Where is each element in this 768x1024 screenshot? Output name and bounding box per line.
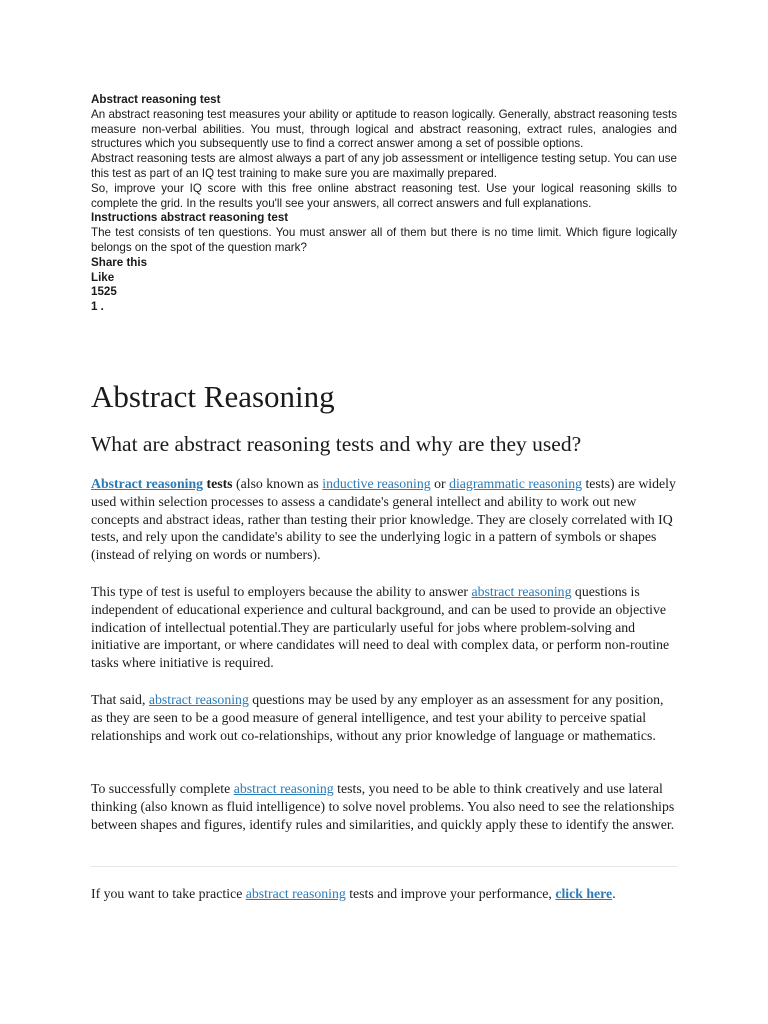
article-paragraph-1: Abstract reasoning tests (also known as inductive reasoning or diagrammatic reasoning tests) are widely used within selection processes to assess a candidate's general intellect and ability to work out new concepts and abstract ideas, rather than testing their prior knowledge. They are closely correlated with IQ tests, and rely upon the candidate's ability to see the underlying logic in a pattern of symbols or shapes (instead of relying on words or numbers).: [91, 476, 676, 563]
abstract-reasoning-link[interactable]: abstract reasoning: [148, 692, 249, 707]
like-count: 1525: [91, 285, 117, 299]
click-here-link[interactable]: click here: [555, 886, 613, 901]
abstract-reasoning-link[interactable]: Abstract reasoning: [91, 476, 204, 491]
intro-paragraph-3: So, improve your IQ score with this free online abstract reasoning test. Use your logical reasoning skills to complete the grid. In the results you'll see your answers, all correct answers and full explanations.: [91, 181, 677, 210]
question-number: 1 .: [91, 300, 104, 314]
intro-section: [91, 93, 677, 315]
intro-paragraph-2: Abstract reasoning tests are almost always a part of any job assessment or intelligence testing setup. You can use this test as part of an IQ test training to make sure you are maximally prepared.: [91, 152, 677, 180]
abstract-reasoning-link[interactable]: abstract reasoning: [245, 886, 346, 901]
abstract-reasoning-link[interactable]: abstract reasoning: [471, 584, 572, 599]
divider: [91, 866, 677, 867]
share-label[interactable]: Share this: [91, 255, 148, 269]
intro-title: Abstract reasoning test: [91, 93, 221, 106]
article-paragraph-4: To successfully complete abstract reasoning tests, you need to be able to think creatively and use lateral thinking (also known as fluid intelligence) to solve novel problems. You also need to see the relationships between shapes and figures, identify rules and similarities, and quickly apply these to identify the answer.: [91, 781, 675, 832]
article-paragraph-3: That said, abstract reasoning questions may be used by any employer as an assessment for any position, as they are seen to be a good measure of general intelligence, and test your ability to perceive spatial relationships and work out co-relationships, without any prior knowledge of language or mathematics.: [91, 692, 664, 743]
instructions-text: The test consists of ten questions. You must answer all of them but there is no time limit. Which figure logically belongs on the spot of the question mark?: [91, 226, 677, 254]
like-label[interactable]: Like: [91, 270, 115, 284]
article-subtitle: What are abstract reasoning tests and why are they used?: [91, 432, 582, 456]
article-paragraph-5: If you want to take practice abstract reasoning tests and improve your performance, click here.: [91, 886, 616, 901]
intro-paragraph-1: An abstract reasoning test measures your ability or aptitude to reason logically. Generally, abstract reasoning tests measure non-verbal abilities. You must, through logical and abstract reasoning, extract rules, analogies and structures which you subsequently use to find a correct answer among a set of possible options.: [91, 107, 677, 151]
article-title: Abstract Reasoning: [91, 379, 335, 414]
inductive-reasoning-link[interactable]: inductive reasoning: [322, 476, 431, 491]
instructions-title: Instructions abstract reasoning test: [91, 211, 289, 225]
diagrammatic-reasoning-link[interactable]: diagrammatic reasoning: [449, 476, 583, 491]
abstract-reasoning-link[interactable]: abstract reasoning: [233, 781, 334, 796]
article-paragraph-2: This type of test is useful to employers because the ability to answer abstract reasoning questions is independent of educational experience and cultural background, and can be used to provide an objective indication of intellectual potential.They are particularly useful for jobs where problem-solving and initiative are important, or where candidates will need to deal with complex data, or perform non-routine tasks where initiative is required.: [91, 584, 670, 671]
document-page: [91, 93, 677, 901]
